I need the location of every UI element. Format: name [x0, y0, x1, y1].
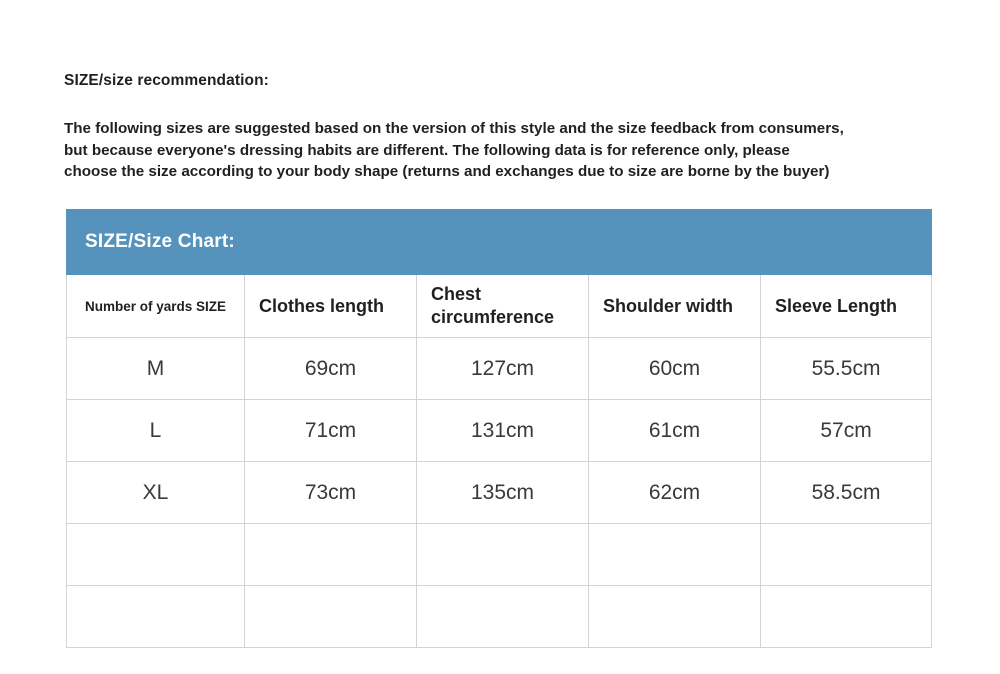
table-row: [67, 524, 932, 586]
cell-sleeve-length: [761, 524, 932, 586]
page-title: SIZE/size recommendation:: [64, 72, 269, 89]
cell-clothes-length: 71cm: [245, 400, 417, 462]
column-header-shoulder-width: Shoulder width: [589, 275, 761, 338]
intro-paragraph: [64, 118, 944, 183]
cell-chest-circumference: 135cm: [417, 462, 589, 524]
chart-title: SIZE/Size Chart:: [67, 210, 932, 275]
cell-shoulder-width: 60cm: [589, 338, 761, 400]
intro-line-2: but because everyone's dressing habits are different. The following data is for reference only, please: [64, 141, 790, 159]
cell-sleeve-length: 55.5cm: [761, 338, 932, 400]
cell-size: XL: [67, 462, 245, 524]
cell-chest-circumference: [417, 524, 589, 586]
size-chart-table: [66, 209, 932, 648]
column-header-sleeve-length: Sleeve Length: [761, 275, 932, 338]
cell-size: L: [67, 400, 245, 462]
cell-shoulder-width: 61cm: [589, 400, 761, 462]
cell-sleeve-length: [761, 586, 932, 648]
column-header-clothes-length: Clothes length: [245, 275, 417, 338]
column-header-chest-circumference: Chest circumference: [417, 275, 589, 338]
chart-title-row: [67, 210, 932, 275]
cell-shoulder-width: 62cm: [589, 462, 761, 524]
cell-shoulder-width: [589, 586, 761, 648]
table-header-row: [67, 275, 932, 338]
cell-sleeve-length: 57cm: [761, 400, 932, 462]
column-header-size: Number of yards SIZE: [67, 275, 245, 338]
cell-size: [67, 586, 245, 648]
table-row: [67, 400, 932, 462]
cell-clothes-length: [245, 586, 417, 648]
table-row: [67, 462, 932, 524]
cell-chest-circumference: 131cm: [417, 400, 589, 462]
table-row: [67, 586, 932, 648]
cell-chest-circumference: 127cm: [417, 338, 589, 400]
cell-clothes-length: 73cm: [245, 462, 417, 524]
cell-clothes-length: [245, 524, 417, 586]
intro-line-1: The following sizes are suggested based on the version of this style and the size feedback from consumers,: [64, 120, 844, 137]
cell-shoulder-width: [589, 524, 761, 586]
cell-size: M: [67, 338, 245, 400]
cell-clothes-length: 69cm: [245, 338, 417, 400]
cell-sleeve-length: 58.5cm: [761, 462, 932, 524]
intro-line-3: choose the size according to your body shape (returns and exchanges due to size are borne by the buyer): [64, 163, 830, 181]
size-chart-table-wrapper: [66, 209, 931, 648]
cell-size: [67, 524, 245, 586]
table-row: [67, 338, 932, 400]
cell-chest-circumference: [417, 586, 589, 648]
